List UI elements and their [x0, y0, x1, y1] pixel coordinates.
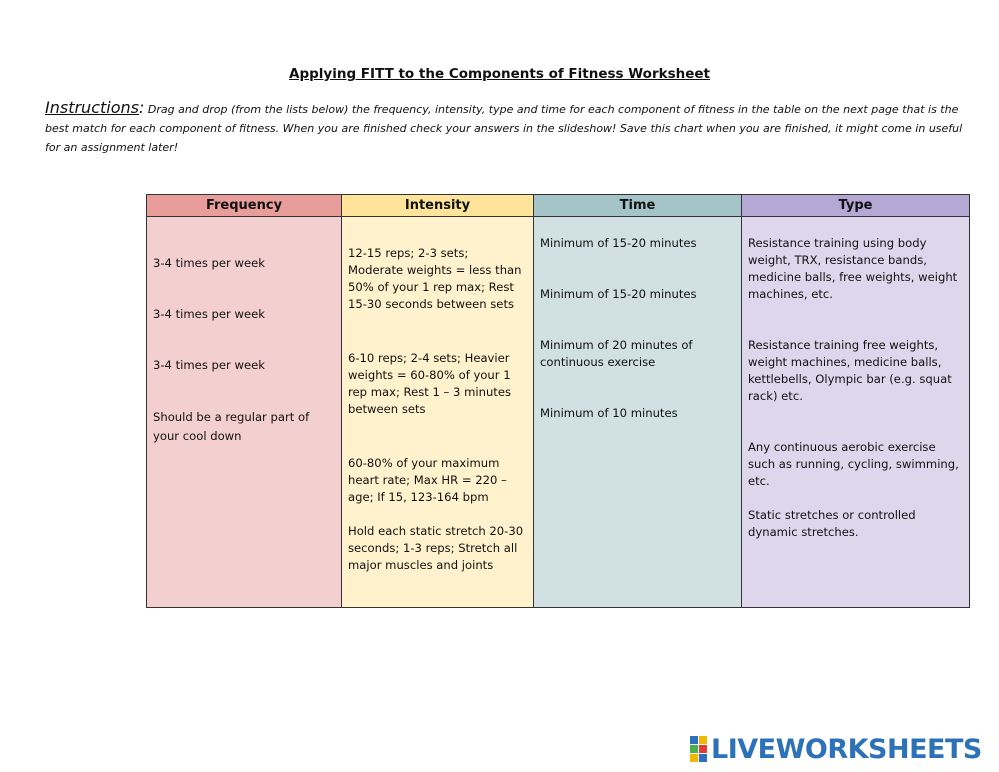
- type-item[interactable]: Resistance training using body weight, TRX, resistance bands, medicine balls, free weights, weight machines, etc.: [748, 236, 958, 301]
- intensity-item[interactable]: Hold each static stretch 20-30 seconds; 1-3 reps; Stretch all major muscles and joints: [348, 524, 524, 572]
- liveworksheets-logo: [690, 732, 982, 766]
- time-item[interactable]: Minimum of 20 minutes of continuous exercise: [540, 338, 693, 369]
- instructions: [45, 98, 965, 157]
- frequency-item[interactable]: Should be a regular part of your cool down: [153, 410, 310, 443]
- worksheet-title: Applying FITT to the Components of Fitness Worksheet: [289, 66, 710, 82]
- time-item[interactable]: Minimum of 15-20 minutes: [540, 287, 697, 301]
- type-header: Type: [742, 195, 969, 217]
- frequency-header: Frequency: [147, 195, 342, 217]
- intensity-item[interactable]: 6-10 reps; 2-4 sets; Heavier weights = 60-80% of your 1 rep max; Rest 1 – 3 minutes between sets: [348, 351, 512, 416]
- intensity-item[interactable]: 60-80% of your maximum heart rate; Max HR = 220 – age; If 15, 123-164 bpm: [348, 456, 507, 504]
- logo-text: LIVEWORKSHEETS: [711, 733, 982, 765]
- type-item[interactable]: Resistance training free weights, weight machines, medicine balls, kettlebells, Olympic bar (e.g. squat rack) etc.: [748, 338, 952, 403]
- frequency-item[interactable]: 3-4 times per week: [153, 256, 265, 270]
- type-item[interactable]: Any continuous aerobic exercise such as running, cycling, swimming, etc.: [748, 440, 959, 488]
- logo-mark-icon: [690, 736, 707, 762]
- time-item[interactable]: Minimum of 15-20 minutes: [540, 236, 697, 250]
- frequency-item[interactable]: 3-4 times per week: [153, 307, 265, 321]
- type-item[interactable]: Static stretches or controlled dynamic stretches.: [748, 508, 916, 539]
- instructions-label: Instructions: [45, 98, 139, 117]
- time-item[interactable]: Minimum of 10 minutes: [540, 406, 678, 420]
- instructions-text: Drag and drop (from the lists below) the frequency, intensity, type and time for each component of fitness in the table on the next page that is the best match for each component of fitness. When you are finished check your answers in the slideshow! Save this chart when you are finished, it might come in useful for an assignment later!: [45, 103, 963, 154]
- fitt-table: [146, 194, 970, 608]
- instructions-colon: :: [138, 98, 145, 117]
- intensity-column: [342, 217, 534, 607]
- intensity-header: Intensity: [342, 195, 534, 217]
- intensity-item[interactable]: 12-15 reps; 2-3 sets; Moderate weights = less than 50% of your 1 rep max; Rest 15-30 seconds between sets: [348, 246, 522, 311]
- time-column: [534, 217, 742, 607]
- frequency-item[interactable]: 3-4 times per week: [153, 358, 265, 372]
- frequency-column: [147, 217, 342, 607]
- time-header: Time: [534, 195, 742, 217]
- type-column: [742, 217, 969, 607]
